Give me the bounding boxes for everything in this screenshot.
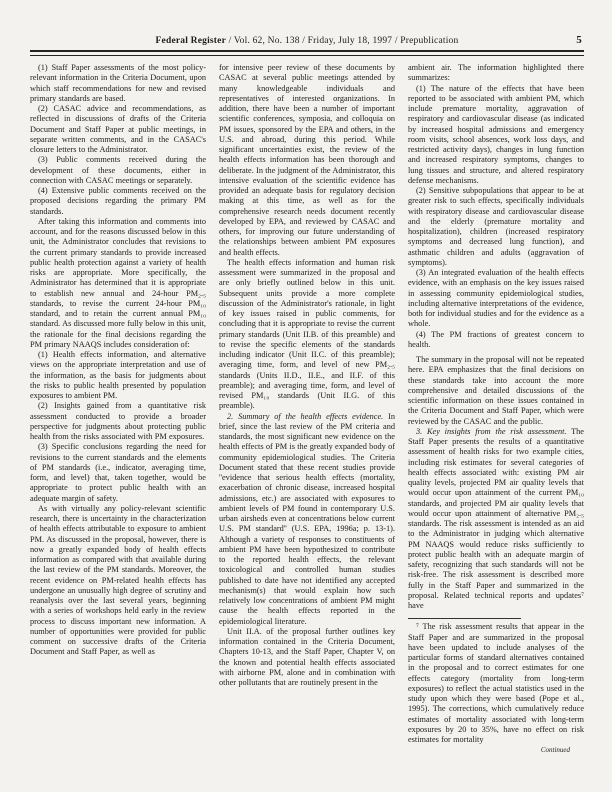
paragraph: After taking this information and comments into account, and for the reasons discussed below in this unit, the Administrator concludes that revisions to the current primary standards to provide increased public health protection against a variety of health risks are appropriate. More specifically, the Administrator has determined that it is appropriate to establish new annual and 24-hour PM₂.₅ standards, to revise the current 24-hour PM₁₀ standard, and to retain the current annual PM₁₀ standard. As discussed more fully below in this unit, the rationale for the final decisions regarding the PM primary NAAQS includes consideration of: xyxy=(30,216,206,349)
paragraph: (4) Extensive public comments received on the proposed decisions regarding the primary PM standards. xyxy=(30,186,206,216)
three-column-body xyxy=(30,63,584,754)
runin-heading: 3. Key insights from the risk assessment. xyxy=(416,426,567,436)
paragraph: The summary in the proposal will not be repeated here. EPA emphasizes that the final decisions on these standards take into account the more comprehensive and detailed discussions of the scientific information on these issues contained in the Criteria Document and Staff Paper, which were reviewed by the CASAC and the public. xyxy=(408,355,584,426)
page-number: 5 xyxy=(576,34,582,46)
journal-title: Federal Register xyxy=(155,36,227,46)
page-header xyxy=(30,36,584,50)
paragraph: ambient air. The information highlighted there summarizes: xyxy=(408,63,584,83)
continued-label: Continued xyxy=(540,746,570,755)
column-3 xyxy=(408,63,584,754)
footnote-separator-rule xyxy=(408,618,521,619)
paragraph: for intensive peer review of these documents by CASAC at several public meetings attended by many knowledgeable individuals and representatives of interested organizations. In addition, there have been a number of important scientific conferences, symposia, and colloquia on PM issues, sponsored by the EPA and others, in the U.S. and abroad, during this period. While significant uncertainties exist, the review of the health effects information has been thorough and deliberate. In the judgment of the Administrator, this intensive evaluation of the scientific evidence has provided an adequate basis for regulatory decision making at this time, as well as for the comprehensive research needs document recently developed by EPA, and reviewed by CASAC and others, for improving our future understanding of the relationships between ambient PM exposures and health effects. xyxy=(219,63,395,257)
paragraph-with-runin-heading: 2. Summary of the health effects evidence. In brief, since the last review of the PM criteria and standards, the most significant new evidence on the health effects of PM is the greatly expanded body of community epidemiological studies. The Criteria Document stated that these recent studies provide ''evidence that serious health effects (mortality, exacerbation of chronic disease, increased hospital admissions, etc.) are associated with exposures to ambient levels of PM found in contemporary U.S. urban airsheds even at concentrations below current U.S. PM standard'' (U.S. EPA, 1996a; p. 13-1). Although a variety of responses to constituents of ambient PM have been hypothesized to contribute to the reported health effects, the relevant toxicological and controlled human studies published to date have not identified any accepted mechanism(s) that would explain how such relatively low concentrations of ambient PM might cause the health effects reported in the epidemiological literature. xyxy=(219,411,395,626)
paragraph: (1) Health effects information, and alternative views on the appropriate interpretation and use of the information, as the basis for judgments about the risks to public health presented by population exposures to ambient PM. xyxy=(30,350,206,400)
paragraph: (3) An integrated evaluation of the health effects evidence, with an emphasis on the key issues raised in assessing community epidemiological studies, including alternative interpretations of the evidence, both for individual studies and for the evidence as a whole. xyxy=(408,268,584,329)
paragraph: (3) Public comments received during the development of these documents, either in connection with CASAC meetings or separately. xyxy=(30,155,206,185)
paragraph: (2) Sensitive subpopulations that appear to be at greater risk to such effects, specifically individuals with respiratory disease and cardiovascular disease and the elderly (premature mortality and hospitalization), children (increased respiratory symptoms and decreased lung function), and asthmatic children and adults (aggravation of symptoms). xyxy=(408,186,584,267)
paragraph: (1) Staff Paper assessments of the most policy-relevant information in the Criteria Document, upon which staff recommendations for new and revised primary standards are based. xyxy=(30,63,206,103)
footnote: ⁷ The risk assessment results that appear in the Staff Paper and are summarized in the proposal have been updated to include analyses of the particular forms of standard alternatives contained in the proposal and to correct estimates for one effects category (mortality from long-term exposures) to reflect the actual statistics used in the study upon which they were based (Pope et al., 1995). The corrections, which cumulatively reduce estimates of mortality associated with long-term exposures by 20 to 35%, have no effect on risk estimates for mortality xyxy=(408,622,584,744)
paragraph: (2) Insights gained from a quantitative risk assessment conducted to provide a broader perspective for judgments about protecting public health from the risks associated with PM exposures. xyxy=(30,401,206,441)
paragraph: (3) Specific conclusions regarding the need for revisions to the current standards and the elements of PM standards (i.e., indicator, averaging time, form, and level) that, taken together, would be appropriate to protect public health with an adequate margin of safety. xyxy=(30,442,206,503)
runin-heading: 2. Summary of the health effects evidence. xyxy=(227,411,384,421)
paragraph: (4) The PM fractions of greatest concern to health. xyxy=(408,329,584,349)
column-2 xyxy=(219,63,395,754)
paragraph-with-runin-heading: 3. Key insights from the risk assessment. The Staff Paper presents the results of a quantitative assessment of health risks for two example cities, including risk estimates for several categories of health effects associated with: existing PM air quality levels, projected PM air quality levels that would occur upon attainment of the current PM₁₀ standards, and projected PM air quality levels that would occur upon attainment of alternative PM₂.₅ standards. The risk assessment is intended as an aid to the Administrator in judging which alternative PM NAAQS would reduce risks sufficiently to protect public health with an adequate margin of safety, recognizing that such standards will not be risk-free. The risk assessment is described more fully in the Staff Paper and summarized in the proposal. Related technical reports and updates⁷ have xyxy=(408,426,584,610)
column-1 xyxy=(30,63,206,754)
paragraph: (1) The nature of the effects that have been reported to be associated with ambient PM, which include premature mortality, aggravation of respiratory and cardiovascular disease (as indicated by increased hospital admissions and emergency room visits, school absences, work loss days, and restricted activity days), changes in lung function and increased respiratory symptoms, changes to lung tissues and structure, and altered respiratory defense mechanisms. xyxy=(408,83,584,185)
paragraph: As with virtually any policy-relevant scientific research, there is uncertainty in the characterization of health effects attributable to exposure to ambient PM. As discussed in the proposal, however, there is now a greatly expanded body of health effects information as compared with that available during the last review of the PM standards. Moreover, the recent evidence on PM-related health effects has undergone an unusually high degree of scrutiny and reanalysis over the last several years, beginning with a series of workshops held early in the review process to discuss important new information. A number of opportunities were provided for public comment on successive drafts of the Criteria Document and Staff Paper, as well as xyxy=(30,503,206,657)
paragraph: The health effects information and human risk assessment were summarized in the proposal and are only briefly outlined below in this unit. Subsequent units provide a more complete discussion of the Administrator's rationale, in light of key issues raised in public comments, for concluding that it is appropriate to revise the current primary standards (Unit II.B. of this preamble) and to revise the specific elements of the standards including indicator (Unit II.C. of this preamble); averaging time, form, and level of new PM₂.₅ standards (Units II.D., II.E., and II.F. of this preamble); and averaging time, form, and level of revised PM₁₀ standards (Unit II.G. of this preamble). xyxy=(219,257,395,411)
paragraph: (2) CASAC advice and recommendations, as reflected in discussions of drafts of the Criteria Document and Staff Paper at public meetings, in separate written comments, and in the CASAC's closure letters to the Administrator. xyxy=(30,104,206,154)
header-double-rule xyxy=(30,50,584,56)
header-citation: / Vol. 62, No. 138 / Friday, July 18, 1997 / Prepublication xyxy=(226,36,459,46)
paragraph: Unit II.A. of the proposal further outlines key information contained in the Criteria Document, Chapters 10-13, and the Staff Paper, Chapter V, on the known and potential health effects associated with airborne PM, alone and in combination with other pollutants that are routinely present in the xyxy=(219,626,395,687)
